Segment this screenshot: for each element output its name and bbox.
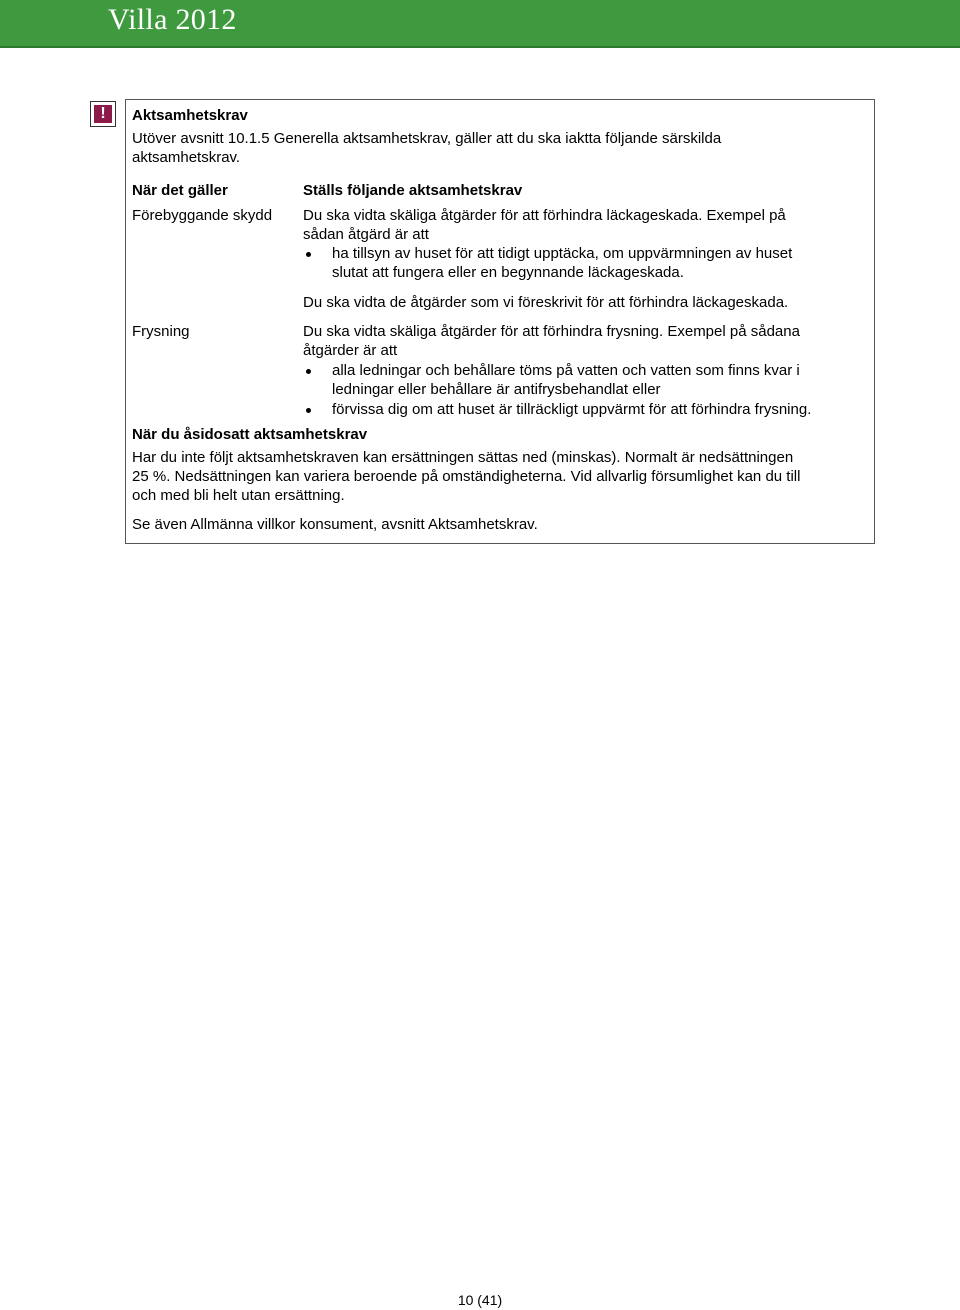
neglect-line-3: och med bli helt utan ersättning.: [132, 487, 345, 504]
see-also: Se även Allmänna villkor konsument, avsnitt Aktsamhetskrav.: [132, 516, 538, 533]
page-header: [0, 0, 960, 48]
row1-bullet-1-line-1: ha tillsyn av huset för att tidigt upptäcka, om uppvärmningen av huset: [332, 245, 793, 262]
bullet-icon: [306, 369, 311, 374]
row1-text-line-1: Du ska vidta skäliga åtgärder för att förhindra läckageskada. Exempel på: [303, 207, 786, 224]
row-label-preventive: Förebyggande skydd: [132, 207, 273, 224]
row1-text-line-2: sådan åtgärd är att: [303, 226, 429, 243]
table-header-left: När det gäller: [132, 182, 228, 199]
table-header-right: Ställs följande aktsamhetskrav: [303, 182, 523, 199]
row2-text-line-1: Du ska vidta skäliga åtgärder för att förhindra frysning. Exempel på sådana: [303, 323, 800, 340]
bullet-icon: [306, 252, 311, 257]
section-title: Aktsamhetskrav: [132, 107, 248, 124]
row1-extra: Du ska vidta de åtgärder som vi föreskrivit för att förhindra läckageskada.: [303, 294, 789, 311]
intro-line-1: Utöver avsnitt 10.1.5 Generella aktsamhetskrav, gäller att du ska iaktta följande särskilda: [132, 130, 722, 147]
neglect-line-1: Har du inte följt aktsamhetskraven kan ersättningen sättas ned (minskas). Normalt är nedsättningen: [132, 449, 794, 466]
neglect-line-2: 25 %. Nedsättningen kan variera beroende på omständigheterna. Vid allvarlig försumlighet kan du till: [132, 468, 801, 485]
row2-bullet-1-line-2: ledningar eller behållare är antifrysbehandlat eller: [332, 381, 661, 398]
row2-text-line-2: åtgärder är att: [303, 342, 398, 359]
exclamation-icon: [90, 101, 116, 127]
row2-bullet-1-line-1: alla ledningar och behållare töms på vatten och vatten som finns kvar i: [332, 362, 800, 379]
row-label-freezing: Frysning: [132, 323, 190, 340]
row1-bullet-1-line-2: slutat att fungera eller en begynnande läckageskada.: [332, 264, 684, 281]
header-title: Villa 2012: [108, 3, 237, 36]
bullet-icon: [306, 408, 311, 413]
intro-line-2: aktsamhetskrav.: [132, 149, 241, 166]
page-number: 10 (41): [457, 1292, 503, 1308]
neglect-title: När du åsidosatt aktsamhetskrav: [132, 426, 368, 443]
exclamation-glyph: !: [94, 105, 112, 123]
row2-bullet-2-line-1: förvissa dig om att huset är tillräckligt uppvärmt för att förhindra frysning.: [332, 401, 812, 418]
